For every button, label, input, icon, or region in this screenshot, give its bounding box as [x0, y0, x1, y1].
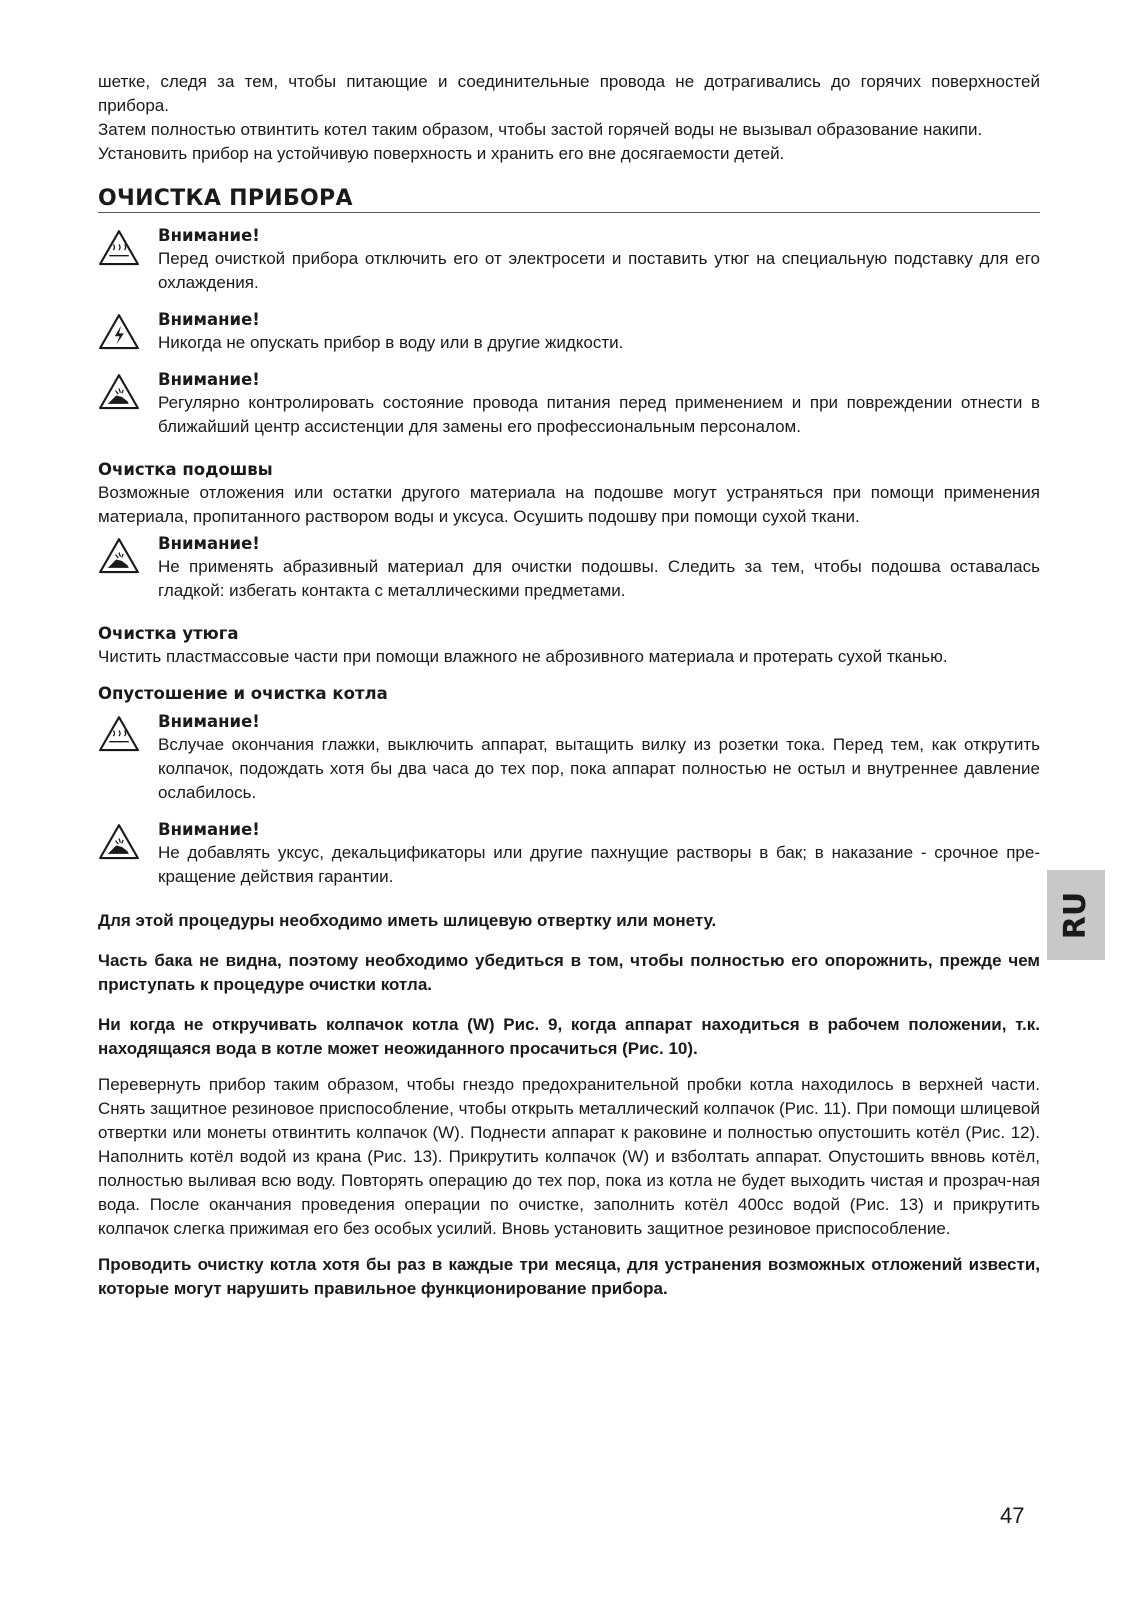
warning-block: [98, 309, 1040, 355]
language-tab-label: RU: [1058, 891, 1094, 939]
language-tab: [1047, 870, 1105, 960]
hot-surface-warning-icon: [98, 711, 158, 753]
iron-text: Чистить пластмассовые части при помощи влажного не аброзивного материала и протерать сухой тканью.: [98, 647, 948, 666]
intro-line-3: Установить прибор на устойчивую поверхность и хранить его вне досягаемости детей.: [98, 144, 785, 163]
warning-title: Внимание!: [158, 226, 260, 245]
warning-text: Перед очисткой прибора отключить его от электросети и поставить утюг на специальную подставку для его охлаждения.: [158, 249, 1040, 292]
hand-caution-warning-icon: [98, 369, 158, 411]
page-content: [98, 70, 1040, 1301]
electric-shock-warning-icon: [98, 309, 158, 351]
warning-title: Внимание!: [158, 820, 260, 839]
page-number: 47: [1000, 1503, 1025, 1528]
warning-block: [98, 369, 1040, 439]
warning-title: Внимание!: [158, 534, 260, 553]
intro-line-2: Затем полностью отвинтить котел таким образом, чтобы застой горячей воды не вызывал образование накипи.: [98, 120, 983, 139]
warning-text: Никогда не опускать прибор в воду или в другие жидкости.: [158, 333, 624, 352]
warning-text: Не добавлять уксус, декальцификаторы или другие пахнущие растворы в бак; в наказание - срочное пре-кращение действия гарантии.: [158, 843, 1040, 886]
procedure-text: Перевернуть прибор таким образом, чтобы гнездо предохранительной пробки котла находилось в верхней части. Снять защитное резиновое приспособление, чтобы открыть металлический колпачок (Рис. 11). При помощи шлицевой отвертки или монеты отвинтить колпачок (W). Поднести аппарат к раковине и полностью опустошить котёл (Рис. 12). Наполнить котёл водой из крана (Рис. 13). Прикрутить колпачок (W) и взболтать аппарат. Опустошить ввновь котёл, полностью выливая всю воду. Повторять операцию до тех пор, пока из котла не будет выходить чистая и прозрач-ная вода. После оканчания проведения операции по очистке, заполнить котёл 400cc водой (Рис. 13) и прикрутить колпачок слегка прижимая его без особых усилий. Вновь установить защитное резиновое приспособление.: [98, 1075, 1040, 1238]
warning-block: [98, 711, 1040, 805]
bold-note-tank: Часть бака не видна, поэтому необходимо убедиться в том, чтобы полностью его опорожнить, прежде чем приступать к процедуре очистки котла.: [98, 951, 1040, 994]
warning-title: Внимание!: [158, 370, 260, 389]
warning-text: Регулярно контролировать состояние провода питания перед применением и при повреждении отнести в ближайший центр ассистенции для замены его профессиональным персоналом.: [158, 393, 1040, 436]
section-heading: ОЧИСТКА ПРИБОРА: [98, 186, 1040, 213]
bold-note-tools: Для этой процедуры необходимо иметь шлицевую отвертку или монету.: [98, 911, 717, 930]
warning-title: Внимание!: [158, 310, 260, 329]
warning-title: Внимание!: [158, 712, 260, 731]
warning-block: [98, 225, 1040, 295]
hand-caution-warning-icon: [98, 819, 158, 861]
warning-text: Не применять абразивный материал для очистки подошвы. Следить за тем, чтобы подошва оставалась гладкой: избегать контакта с металлическими предметами.: [158, 557, 1040, 600]
warning-block: [98, 533, 1040, 603]
hot-surface-warning-icon: [98, 225, 158, 267]
intro-line-1: шетке, следя за тем, чтобы питающие и соединительные провода не дотрагивались до горячих поверхностей прибора.: [98, 72, 1040, 115]
iron-heading: Очистка утюга: [98, 624, 239, 643]
sole-heading: Очистка подошвы: [98, 460, 273, 479]
boiler-heading: Опустошение и очистка котла: [98, 684, 388, 703]
sole-text: Возможные отложения или остатки другого материала на подошве могут устраняться при помощи применения материала, пропитанного раствором воды и уксуса. Осушить подошву при помощи сухой ткани.: [98, 483, 1040, 526]
bold-note-cap: Ни когда не откручивать колпачок котла (W) Рис. 9, когда аппарат находиться в рабочем положении, т.к. находящаяся вода в котле может неожиданного просачиться (Рис. 10).: [98, 1015, 1040, 1058]
hand-caution-warning-icon: [98, 533, 158, 575]
warning-text: Вслучае окончания глажки, выключить аппарат, вытащить вилку из розетки тока. Перед тем, как открутить колпачок, подождать хотя бы два часа до тех пор, пока аппарат полностью не остыл и внутреннее давление ослабилось.: [158, 735, 1040, 802]
warning-block: [98, 819, 1040, 889]
bold-note-frequency: Проводить очистку котла хотя бы раз в каждые три месяца, для устранения возможных отложений извести, которые могут нарушить правильное функционирование прибора.: [98, 1255, 1040, 1298]
